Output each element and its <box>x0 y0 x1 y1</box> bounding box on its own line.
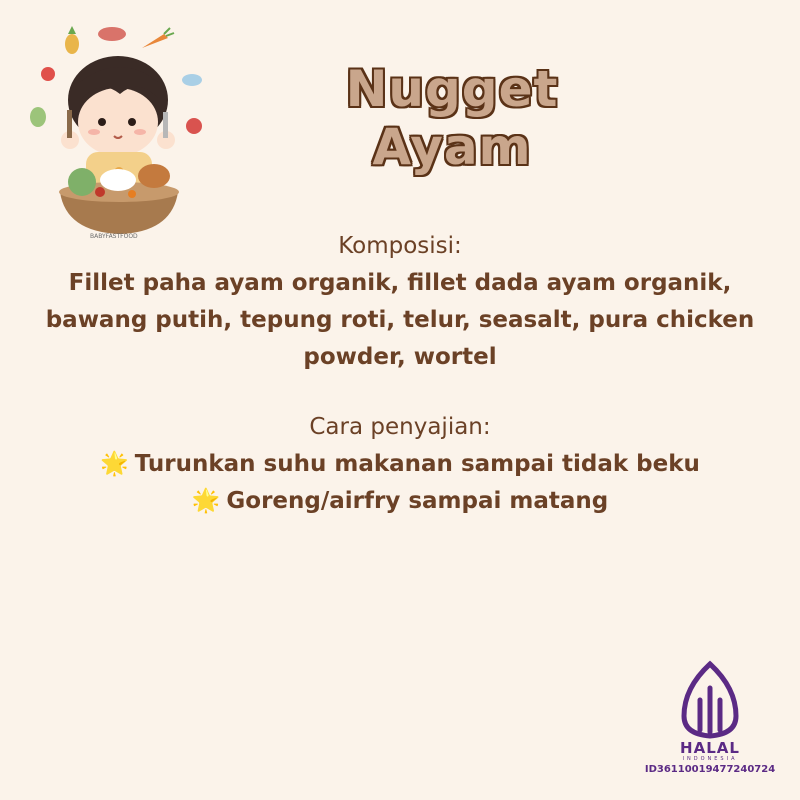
halal-label: HALAL <box>680 739 740 757</box>
serving-step-text: Turunkan suhu makanan sampai tidak beku <box>134 451 700 477</box>
serving-heading: Cara penyajian: <box>309 414 491 440</box>
halal-certification-badge <box>640 660 780 785</box>
child-food-illustration <box>20 22 220 242</box>
page-title: Nugget Ayam <box>345 60 559 176</box>
composition-line: powder, wortel <box>303 344 497 370</box>
halal-sublabel: INDONESIA <box>682 756 738 762</box>
composition-line: bawang putih, tepung roti, telur, seasalt, pura chicken <box>45 307 755 333</box>
serving-step <box>40 446 760 483</box>
glowing-star-icon: 🌟 <box>191 488 221 514</box>
glowing-star-icon: 🌟 <box>100 451 129 477</box>
product-info <box>40 228 760 520</box>
halal-certificate-id: ID36110019477240724 <box>644 764 776 775</box>
halal-logo-icon <box>678 660 742 740</box>
composition-heading: Komposisi: <box>338 233 462 259</box>
serving-step <box>40 483 760 520</box>
composition-line: Fillet paha ayam organik, fillet dada ayam organik, <box>68 270 732 296</box>
serving-step-text: Goreng/airfry sampai matang <box>226 488 609 514</box>
illustration-signature: BABYFASTFOOD <box>90 233 138 240</box>
child-with-food-bowl-icon <box>20 22 220 242</box>
